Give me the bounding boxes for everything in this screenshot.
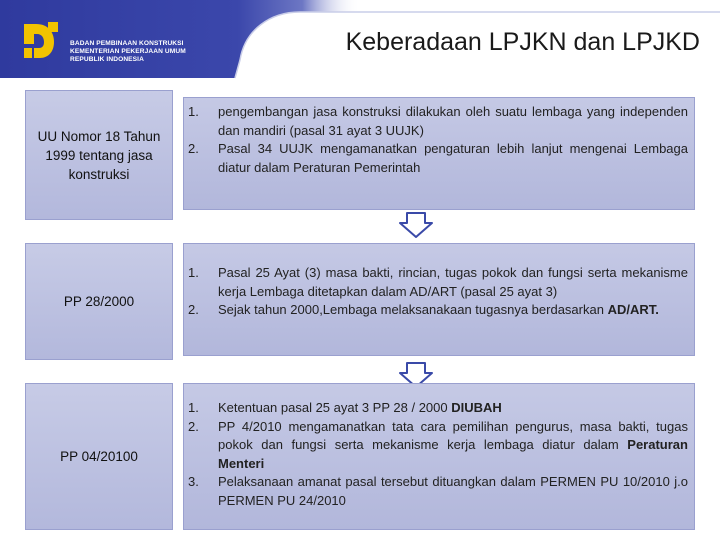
item-text: Pasal 25 Ayat (3) masa bakti, rincian, tugas pokok dan fungsi serta mekanisme kerja Lembaga ditetapkan dalam AD/ART (pasal 25 ayat 3)	[218, 265, 688, 299]
list-item	[188, 264, 688, 301]
logo	[18, 18, 228, 70]
item-text: PP 4/2010 mengamanatkan tata cara pemilihan pengurus, masa bakti, tugas pokok dan fungsi serta mekanisme kerja lembaga diatur dalam	[218, 418, 688, 452]
item-number: 3.	[188, 474, 199, 489]
row-1-label	[25, 90, 173, 220]
list-item	[188, 301, 688, 320]
row-3-label	[25, 383, 173, 530]
logo-line-3: REPUBLIK INDONESIA	[70, 56, 144, 63]
logo-text	[70, 40, 230, 64]
down-arrow-icon	[398, 212, 434, 238]
item-text: Sejak tahun 2000,Lembaga melaksanakaan tugasnya berdasarkan	[218, 302, 604, 317]
item-text-wrap	[218, 399, 688, 418]
header	[0, 0, 720, 90]
list-item	[188, 103, 688, 140]
list-item	[188, 140, 688, 177]
list-item	[188, 399, 688, 418]
logo-line-2: KEMENTERIAN PEKERJAAN UMUM	[70, 48, 186, 55]
item-number: 2.	[188, 418, 199, 434]
item-number: 1.	[188, 400, 199, 415]
item-text-bold: DIUBAH	[451, 400, 502, 415]
item-text: Pasal 34 UUJK mengamanatkan pengaturan lebih lanjut mengenai Lembaga diatur dalam Peraturan Pemerintah	[218, 141, 688, 175]
item-text-bold: AD/ART.	[607, 302, 659, 317]
row-3-content	[183, 383, 695, 530]
item-number: 2.	[188, 302, 199, 317]
row-2-label-text: PP 28/2000	[63, 294, 135, 309]
row-2-content	[183, 243, 695, 356]
row-3-label-text: PP 04/20100	[60, 449, 138, 464]
row-2-label	[25, 243, 173, 360]
item-text: pengembangan jasa konstruksi dilakukan oleh suatu lembaga yang independen dan mandiri (pasal 31 ayat 3 UUJK)	[218, 104, 688, 138]
item-number: 1.	[188, 104, 199, 119]
slide-title: Keberadaan LPJKN dan LPJKD	[345, 28, 700, 56]
logo-line-1: BADAN PEMBINAAN KONSTRUKSI	[70, 40, 184, 47]
list-item	[188, 473, 688, 510]
row-1-content	[183, 97, 695, 210]
item-text-wrap	[218, 418, 688, 474]
item-number: 1.	[188, 265, 199, 280]
item-text-wrap	[218, 301, 688, 320]
item-number: 2.	[188, 141, 199, 156]
item-text-bold: Peraturan Menteri	[218, 437, 688, 471]
item-text: Pelaksanaan amanat pasal tersebut dituangkan dalam PERMEN PU 10/2010 j.o PERMEN PU 24/2010	[218, 474, 688, 508]
logo-icon	[18, 18, 64, 64]
list-item	[188, 418, 688, 474]
row-1-label-text: UU Nomor 18 Tahun 1999 tentang jasa konstruksi	[37, 128, 161, 182]
item-text: Ketentuan pasal 25 ayat 3 PP 28 / 2000	[218, 400, 448, 415]
